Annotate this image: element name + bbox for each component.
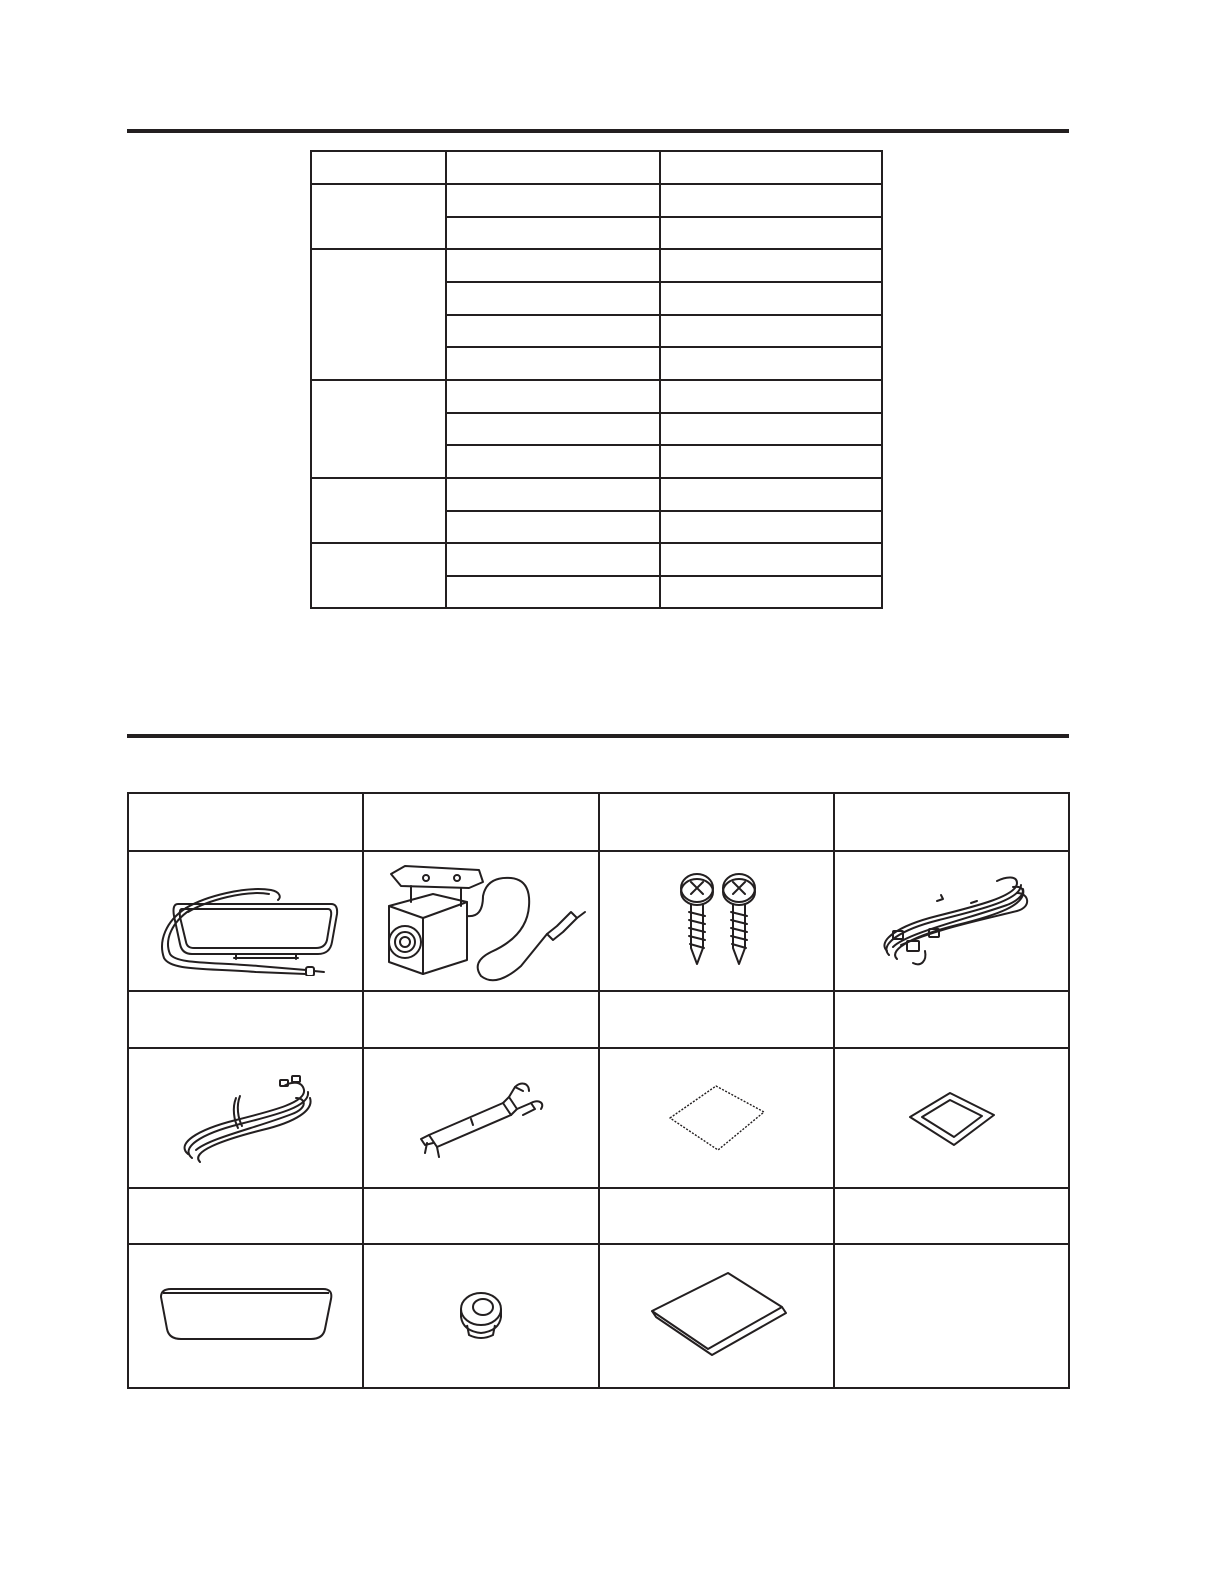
parts-table-row-divider	[129, 990, 1068, 992]
spec-table	[310, 150, 883, 609]
adhesive-pad-icon	[835, 1049, 1068, 1187]
spec-table-row-divider	[445, 510, 881, 512]
spec-table-group-divider	[312, 542, 881, 544]
section-divider-top	[127, 129, 1069, 133]
spec-table-row-divider	[445, 216, 881, 218]
manual-icon	[600, 1245, 833, 1385]
tap-connector-icon	[364, 1049, 598, 1187]
rear-camera-icon	[364, 852, 598, 990]
rearview-mirror-monitor-icon	[129, 852, 362, 990]
spec-table-row-divider	[445, 412, 881, 414]
empty-cell	[835, 1245, 1068, 1385]
extension-cable-icon	[129, 1049, 362, 1187]
grommet-icon	[364, 1245, 598, 1385]
spec-table-row-divider	[445, 346, 881, 348]
parts-table	[127, 792, 1070, 1389]
cleaning-cloth-icon	[600, 1049, 833, 1187]
power-harness-icon	[835, 852, 1068, 990]
spec-table-group-divider	[312, 477, 881, 479]
screws-icon	[600, 852, 833, 990]
parts-table-row-divider	[129, 1187, 1068, 1189]
mirror-cover-icon	[129, 1245, 362, 1385]
spec-table-row-divider	[445, 575, 881, 577]
spec-table-group-divider	[312, 379, 881, 381]
spec-table-row-divider	[445, 314, 881, 316]
spec-table-row-divider	[445, 281, 881, 283]
spec-table-row-divider	[445, 444, 881, 446]
spec-table-group-divider	[312, 248, 881, 250]
spec-table-header-divider	[312, 183, 881, 185]
section-divider-middle	[127, 734, 1069, 738]
